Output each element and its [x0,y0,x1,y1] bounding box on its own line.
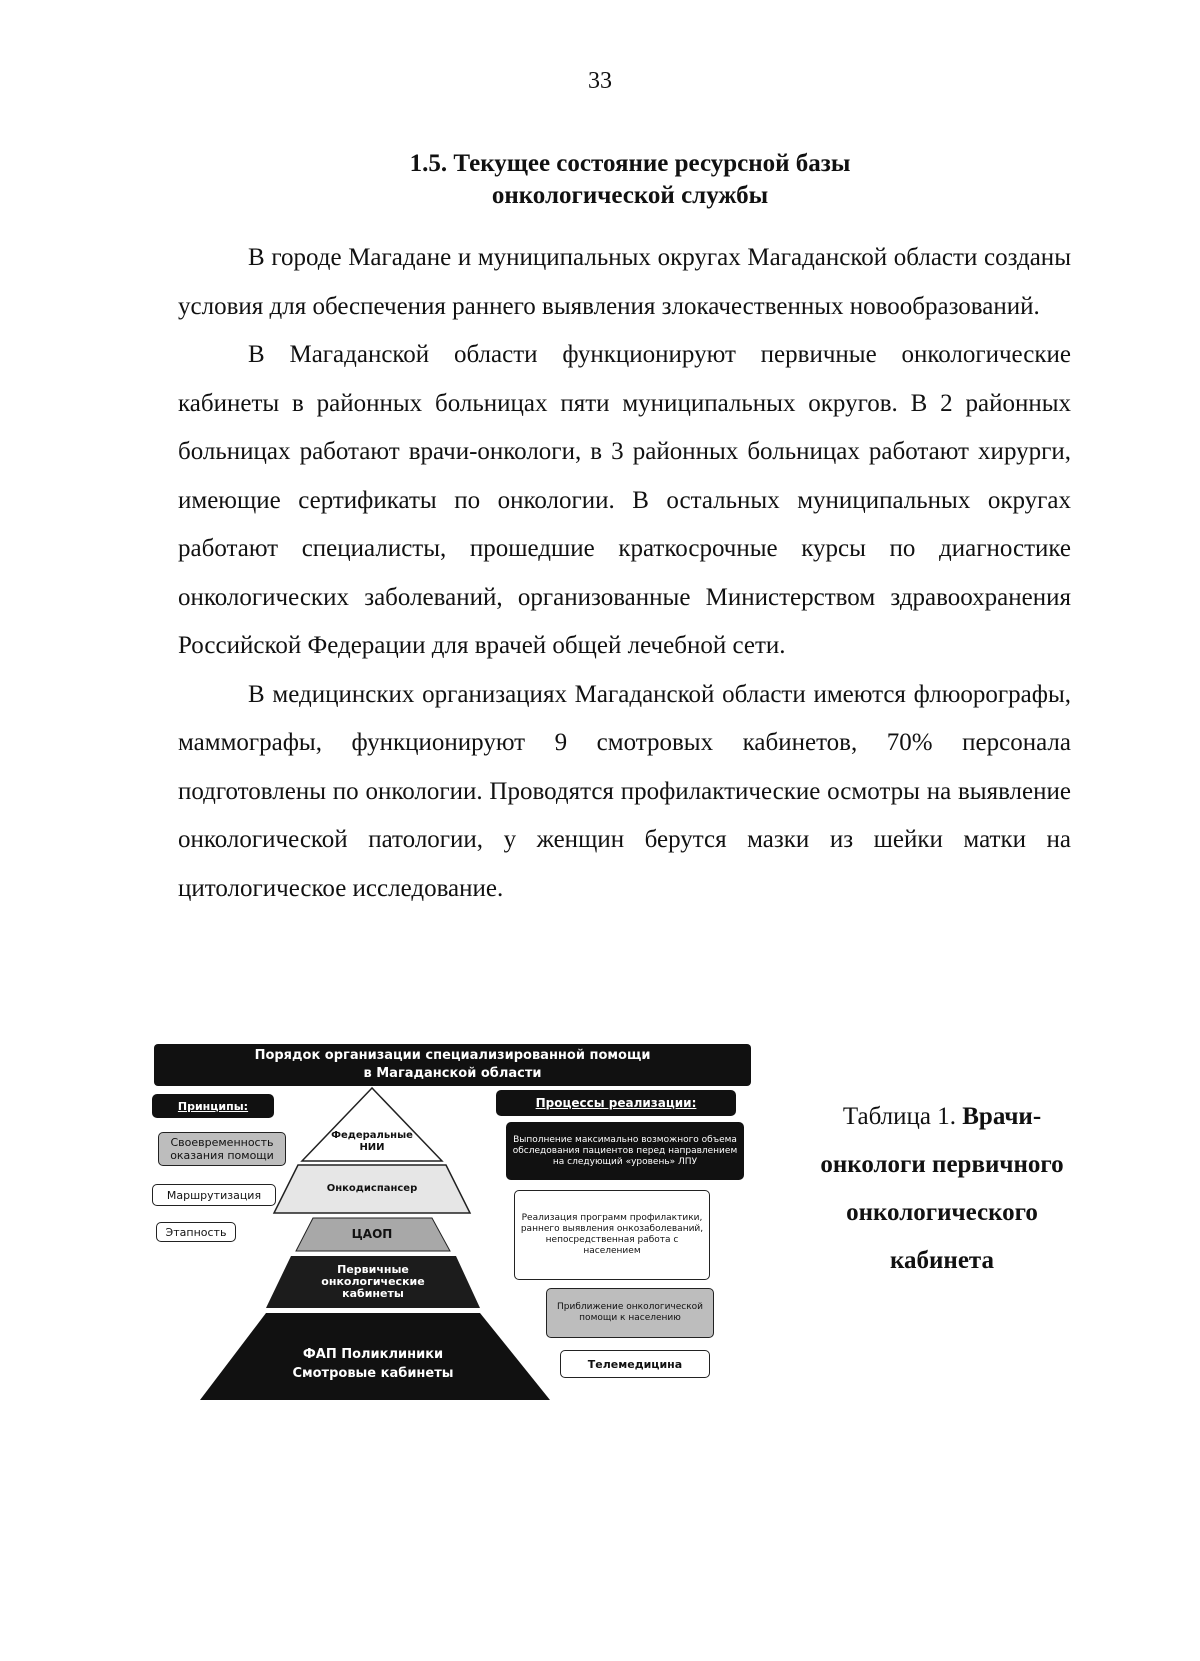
pyramid-label-fap: ФАП Поликлиники [302,1347,444,1362]
principles-header: Принципы: [152,1094,274,1118]
process-telemedicine: Телемедицина [560,1350,710,1378]
process-approach: Приближение онкологической помощи к населению [546,1288,714,1338]
table-caption [812,1093,1072,1285]
paragraph-3: В медицинских организациях Магаданской области имеются флюорографы, маммографы, функционируют 9 смотровых кабинетов, 70% персонала подготовлены по онкологии. Проводятся профилактические осмотры на выявление онкологической патологии, у женщин берутся мазки из шейки матки на цитологическое исследование. [178,680,1071,902]
caption-title: Врачи-онкологи первичного онкологического кабинета [820,1103,1064,1274]
process-examination: Выполнение максимально возможного объема обследования пациентов перед направлением на следующий «уровень» ЛПУ [506,1122,744,1180]
pyramid-label-federal: Федеральные НИИ [331,1130,413,1153]
pyramid-label-oncodispensary: Онкодиспансер [326,1183,418,1194]
body-text [178,234,1071,913]
heading-line-1: 1.5. Текущее состояние ресурсной базы [409,150,851,177]
heading-line-2: онкологической службы [491,182,769,209]
diagram-title-line-1: Порядок организации специализированной помощи [254,1048,651,1063]
principle-routing: Маршрутизация [152,1184,276,1206]
pyramid-label-caop: ЦАОП [351,1227,393,1241]
principle-staging: Этапность [156,1222,236,1242]
diagram-title-line-2: в Магаданской области [363,1066,542,1081]
pyramid-label-screening: Смотровые кабинеты [292,1366,454,1381]
paragraph-2: В Магаданской области функционируют первичные онкологические кабинеты в районных больницах пяти муниципальных округов. В 2 районных больницах работают врачи-онкологи, в 3 районных больницах работают хирурги, имеющие сертификаты по онкологии. В остальных муниципальных округах работают специалисты, прошедшие краткосрочные курсы по диагностике онкологических заболеваний, организованные Министерством здравоохранения Российской Федерации для врачей общей лечебной сети. [178,341,1071,659]
paragraph-1: В городе Магадане и муниципальных округах Магаданской области созданы условия для обеспечения раннего выявления злокачественных новообразований. [178,244,1071,320]
organization-diagram [150,1040,755,1435]
page-number: 33 [588,68,612,94]
caption-prefix: Таблица 1. [842,1103,956,1130]
pyramid-label-primary-offices: Первичные онкологические кабинеты [321,1263,425,1300]
processes-header: Процессы реализации: [496,1090,736,1116]
process-prevention: Реализация программ профилактики, раннего выявления онкозаболеваний, непосредственная работа с населением [514,1190,710,1280]
section-heading [160,148,1100,212]
principle-timeliness: Своевременность оказания помощи [158,1132,286,1166]
